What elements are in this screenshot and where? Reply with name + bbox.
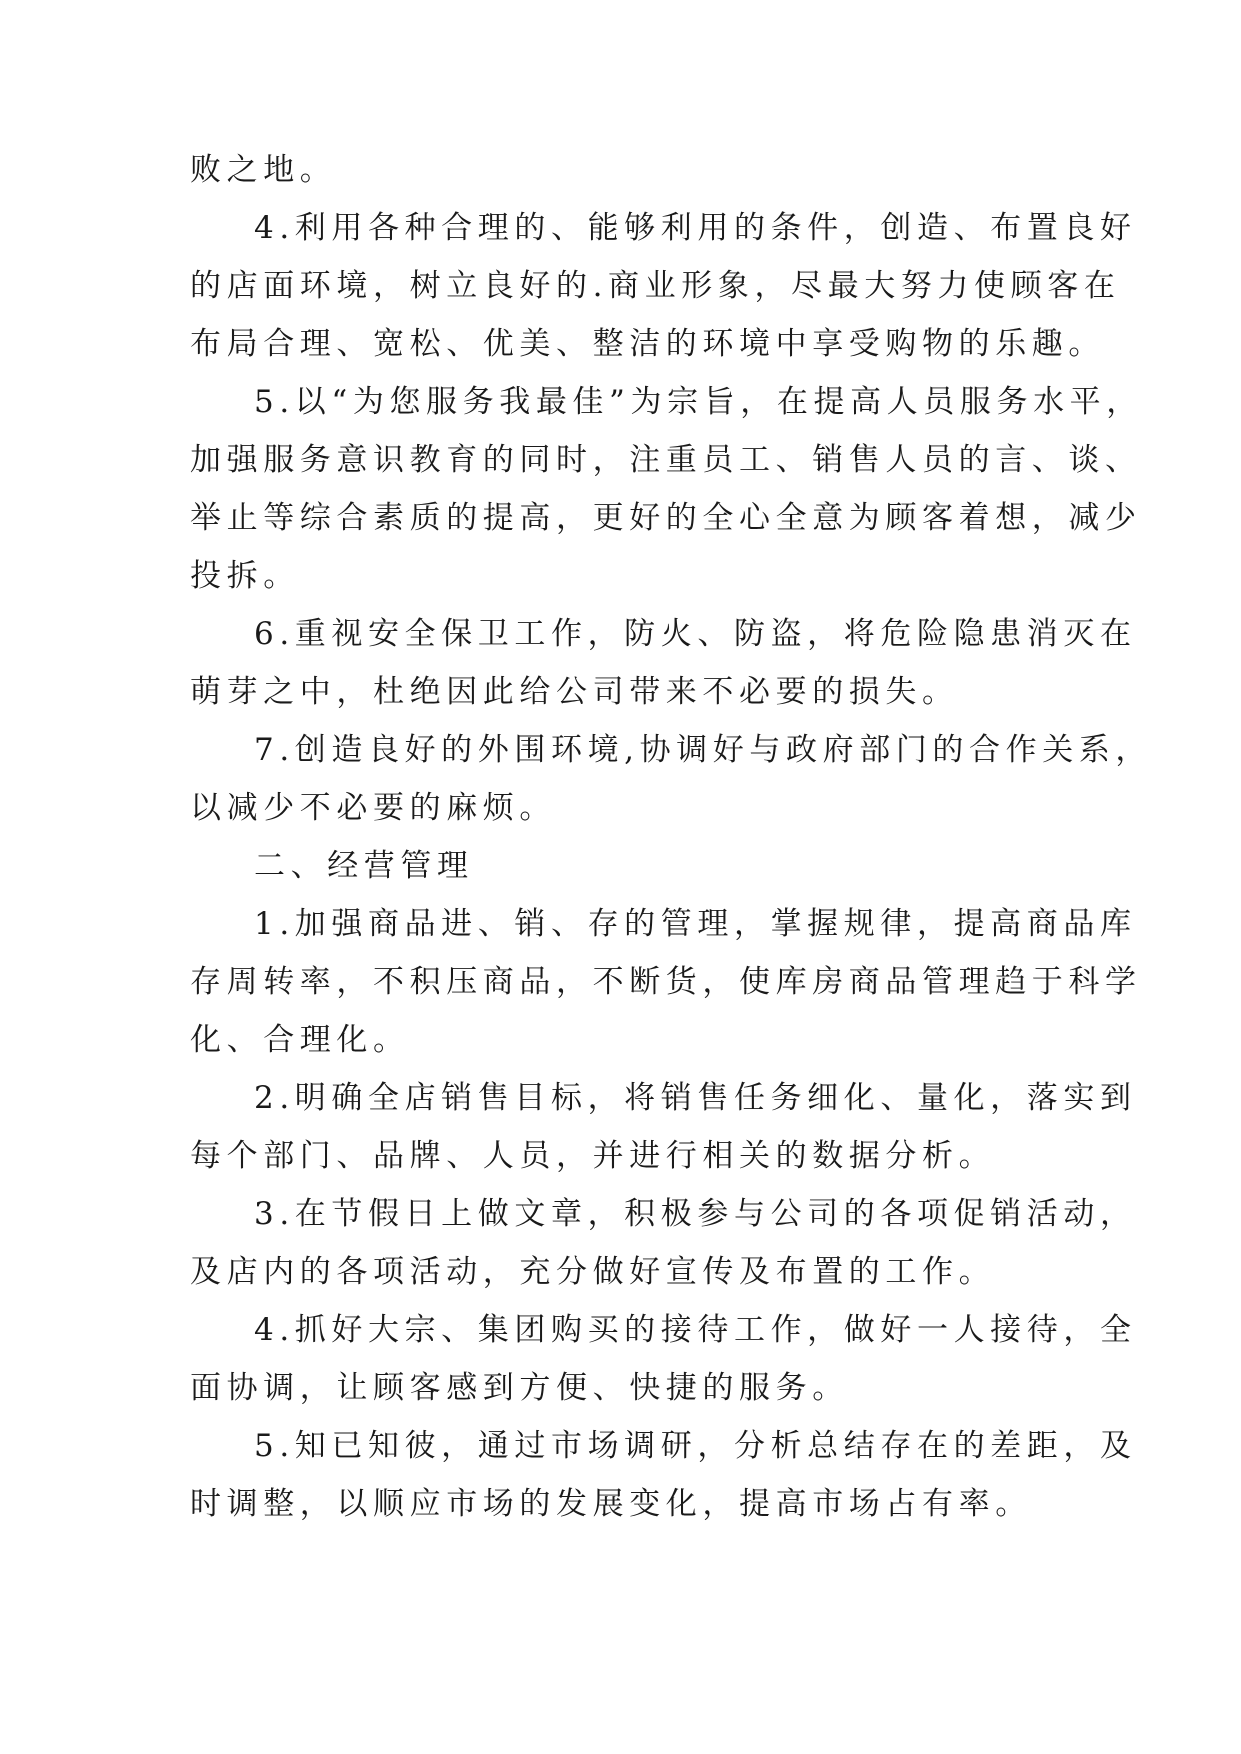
text-line-19: 3.在节假日上做文章，积极参与公司的各项促销活动， <box>254 1196 1137 1232</box>
text-line-1: 败之地。 <box>190 152 337 188</box>
section-heading: 二、经营管理 <box>254 848 474 884</box>
text-line-12: 以减少不必要的麻烦。 <box>190 790 556 826</box>
text-line-4: 布局合理、宽松、优美、整洁的环境中享受购物的乐趣。 <box>190 326 1105 362</box>
text-line-18: 每个部门、品牌、人员，并进行相关的数据分析。 <box>190 1138 996 1174</box>
text-line-24: 时调整，以顺应市场的发展变化，提高市场占有率。 <box>190 1486 1032 1522</box>
text-line-6: 加强服务意识教育的同时，注重员工、销售人员的言、谈、 <box>190 442 1142 478</box>
text-line-9: 6.重视安全保卫工作，防火、防盗，将危险隐患消灭在 <box>254 616 1137 652</box>
text-line-22: 面协调，让顾客感到方便、快捷的服务。 <box>190 1370 849 1406</box>
text-line-16: 化、合理化。 <box>190 1022 410 1058</box>
text-line-23: 5.知已知彼，通过市场调研，分析总结存在的差距，及 <box>254 1428 1137 1464</box>
text-line-17: 2.明确全店销售目标，将销售任务细化、量化，落实到 <box>254 1080 1137 1116</box>
text-line-5: 5.以“为您服务我最佳”为宗旨，在提高人员服务水平， <box>254 384 1143 420</box>
text-line-3: 的店面环境，树立良好的.商业形象，尽最大努力使顾客在 <box>190 268 1121 304</box>
text-line-2: 4.利用各种合理的、能够利用的条件，创造、布置良好 <box>254 210 1137 246</box>
text-line-15: 存周转率，不积压商品，不断货，使库房商品管理趋于科学 <box>190 964 1142 1000</box>
text-line-11: 7.创造良好的外围环境,协调好与政府部门的合作关系， <box>254 732 1153 768</box>
text-line-7: 举止等综合素质的提高，更好的全心全意为顾客着想，减少 <box>190 500 1142 536</box>
text-line-14: 1.加强商品进、销、存的管理，掌握规律，提高商品库 <box>254 906 1137 942</box>
text-line-10: 萌芽之中，杜绝因此给公司带来不必要的损失。 <box>190 674 959 710</box>
text-line-20: 及店内的各项活动，充分做好宣传及布置的工作。 <box>190 1254 996 1290</box>
text-line-8: 投拆。 <box>190 558 300 594</box>
text-line-21: 4.抓好大宗、集团购买的接待工作，做好一人接待，全 <box>254 1312 1137 1348</box>
